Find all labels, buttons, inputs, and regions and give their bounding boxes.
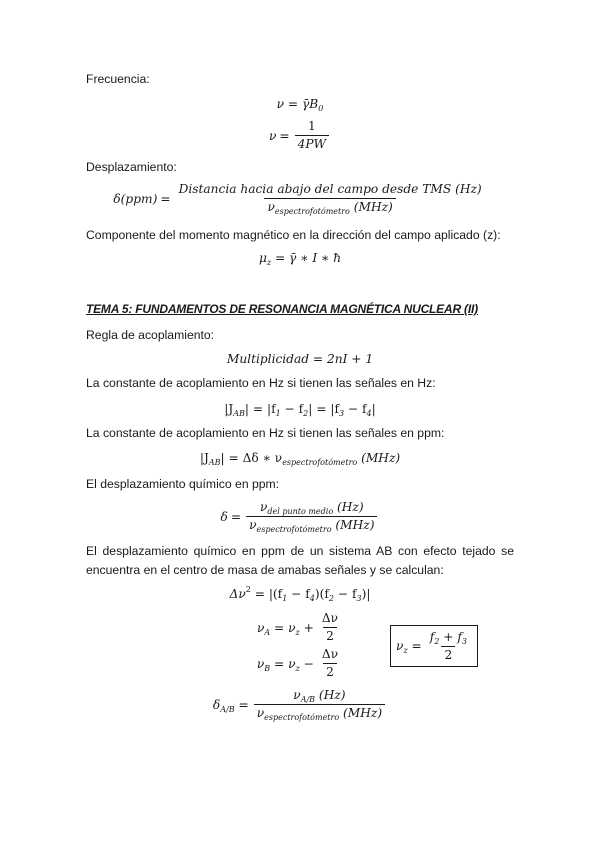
label-frecuencia: Frecuencia:	[86, 72, 150, 86]
paragraph-ab-system: El desplazamiento químico en ppm de un sistema AB con efecto tejado se encuentra en el centro de masa de amabas señales y se calculan:	[86, 544, 514, 577]
label-constante-ppm: La constante de acoplamiento en Hz si tienen las señales en ppm:	[86, 426, 445, 440]
label-regla-acoplamiento: Regla de acoplamiento:	[86, 328, 215, 342]
equation-delta-ab: $\delta_{A/B}$ = $\frac{\nu_{A/B} (Hz)}{\nu_{espectrofotómetro} (MHz)}$	[86, 688, 514, 721]
equation-frequency-pulse: ν = $\frac{1}{4PW}$	[86, 119, 514, 152]
section-heading-tema5: TEMA 5: FUNDAMENTOS DE RESONANCIA MAGNÉTICA NUCLEAR (II)	[86, 302, 478, 316]
label-constante-hz: La constante de acoplamiento en Hz si tienen las señales en Hz:	[86, 376, 436, 390]
equation-coupling-constant-ppm: $|J_{AB}| = \Delta\delta$ ∗ $\nu_{espectrofotómetro}$ (MHz)	[199, 451, 401, 467]
boxed-equation-nu-z: $\nu_z$ = $\frac{f_2 + f_3}{2}$	[390, 625, 478, 667]
equation-nu-a: $\nu_A = \nu_z$ + $\frac{\Delta\nu}{2}$	[256, 611, 339, 643]
equation-multiplicidad: Multiplicidad = 2nI + 1	[226, 352, 374, 366]
equation-chemical-shift-midpoint: δ = $\frac{\nu_{del punto medio} (Hz)}{\nu_{espectrofotómetro} (MHz)}$	[86, 500, 514, 533]
equation-chemical-shift-ppm: δ(ppm) = $\frac{\text{Distancia hacia abajo del campo desde TMS (Hz)}}{\nu_{espectrofotómetro} (MHz)}$	[113, 182, 482, 216]
equation-delta-nu-squared: $\Delta\nu^2 = |(f_1 - f_4)(f_2 - f_3)|$	[229, 585, 371, 603]
label-componente-momento: Componente del momento magnético en la dirección del campo aplicado (z):	[86, 228, 501, 242]
equation-frequency-larmor: $\nu = \gammāB_0$	[276, 97, 324, 113]
equation-magnetic-moment-z: $\mu_z$ = γ̄ ∗ I ∗ ħ	[258, 251, 342, 267]
label-desplazamiento: Desplazamiento:	[86, 160, 177, 174]
label-desplazamiento-quimico: El desplazamiento químico en ppm:	[86, 477, 280, 491]
equation-coupling-constant-hz: $|J_{AB}| = |f_1 - f_2| = |f_3 - f_4|$	[224, 402, 376, 418]
equation-nu-b: $\nu_B = \nu_z$ − $\frac{\Delta\nu}{2}$	[256, 647, 339, 679]
